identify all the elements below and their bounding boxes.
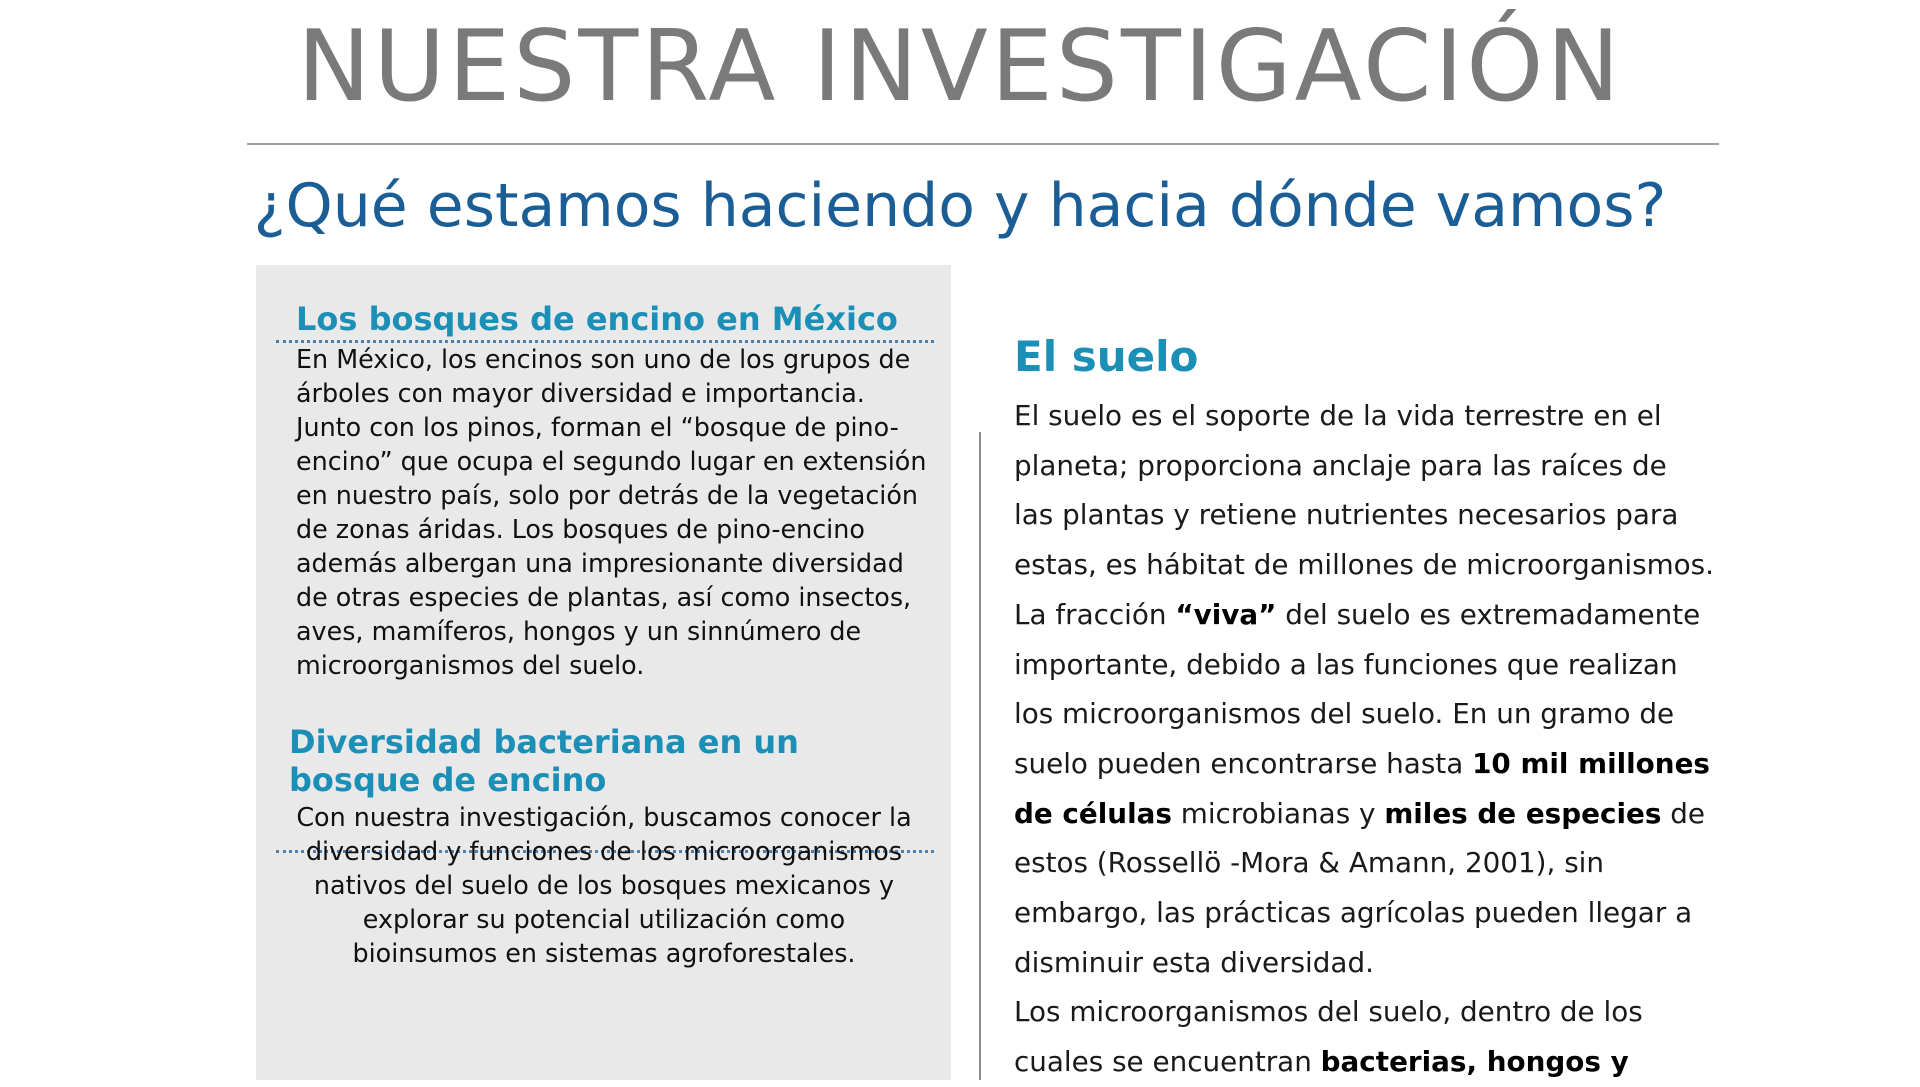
title-divider bbox=[247, 143, 1719, 145]
page-title: NUESTRA INVESTIGACIÓN bbox=[297, 10, 1623, 124]
section-body-soil: El suelo es el soporte de la vida terrestre en el planeta; proporciona anclaje para las raíces de las plantas y retiene nutrientes necesarios para estas, es hábitat de millones de microorganismos. La fracción “viva” del suelo es extremadamente importante, debido a las funciones que realizan los microorganismos del suelo. En un gramo de suelo pueden encontrarse hasta 10 mil millones de células microbianas y miles de especies de estos (Rossellö -Mora & Amann, 2001), sin embargo, las prácticas agrícolas pueden llegar a disminuir esta diversidad. Los microorganismos del suelo, dentro de los cuales se encuentran bacterias, hongos y bbox=[1014, 399, 1714, 1079]
section-body-bacterial-diversity: Con nuestra investigación, buscamos conocer la diversidad y funciones de los microorganismos nativos del suelo de los bosques mexicanos y explorar su potencial utilización como bioinsumos en sistemas agroforestales. bbox=[296, 802, 912, 968]
column-divider bbox=[979, 432, 981, 1080]
section-heading-oak-forests: Los bosques de encino en México bbox=[296, 300, 898, 338]
section-heading-soil: El suelo bbox=[1014, 332, 1199, 381]
section-heading-bacterial-diversity: Diversidad bacteriana en un bosque de encino bbox=[289, 723, 799, 799]
section-body-oak-forests: En México, los encinos son uno de los grupos de árboles con mayor diversidad e importancia. Junto con los pinos, forman el “bosque de pino-encino” que ocupa el segundo lugar en extensión en nuestro país, solo por detrás de la vegetación de zonas áridas. Los bosques de pino-encino además albergan una impresionante diversidad de otras especies de plantas, así como insectos, aves, mamíferos, hongos y un sinnúmero de microorganismos del suelo. bbox=[296, 344, 927, 680]
page-subtitle: ¿Qué estamos haciendo y hacia dónde vamos? bbox=[253, 171, 1667, 241]
